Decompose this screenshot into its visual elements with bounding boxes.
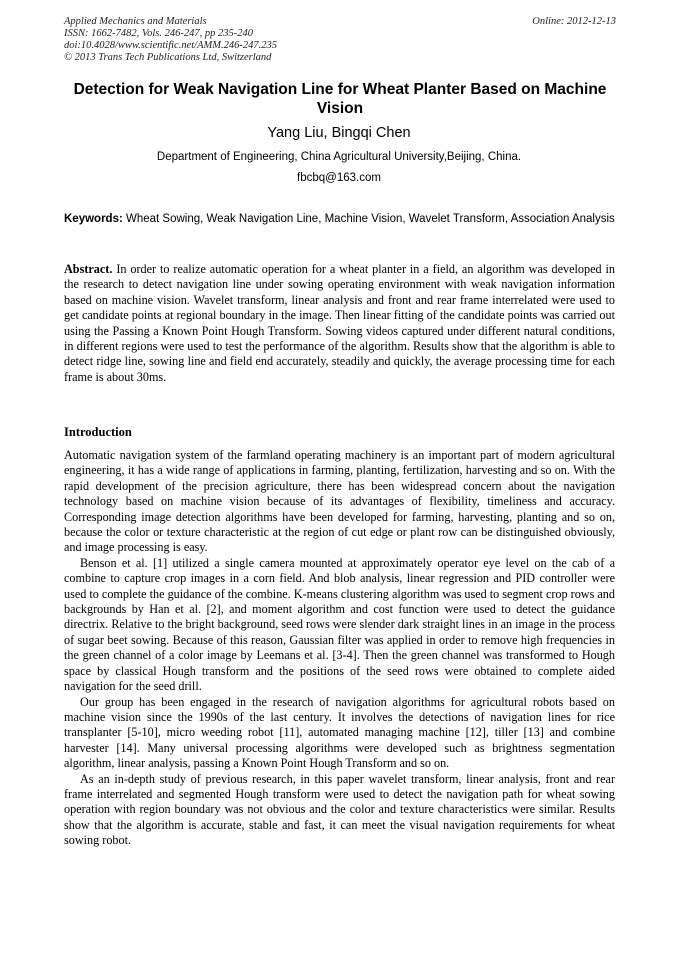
introduction-heading: Introduction [64,425,132,439]
abstract-label: Abstract. [64,262,113,276]
doi-line: doi:10.4028/www.scientific.net/AMM.246-247.235 [64,40,277,51]
copyright-line: © 2013 Trans Tech Publications Ltd, Switzerland [64,52,272,63]
journal-name: Applied Mechanics and Materials [64,16,207,27]
intro-paragraph: Benson et al. [1] utilized a single camera mounted at approximately operator eye level on the cab of a combine to capture crop images in a corn field. And blob analysis, linear regression and PID controller were used to complete the guidance of the combine. K-means clustering algorithm was used to segment crop rows and backgrounds by Han et al. [2], and moment algorithm and cost function were used to detect the guidance directrix. Relative to the bright background, seed rows were slender dark straight lines in an image in the process of sugar beet sowing. Because of this reason, Gaussian filter was applied in order to remove high frequencies in the green channel of a color image by Leemans et al. [3-4]. Then the green channel was transformed to Hough space by classical Hough transform and the positions of the seed rows were obtained to complete aided navigation for the seed drill. [64,555,615,694]
paper-title: Detection for Weak Navigation Line for Wheat Planter Based on Machine Vision [73,81,607,117]
keywords-text: Wheat Sowing, Weak Navigation Line, Machine Vision, Wavelet Transform, Association Analysis [126,213,615,225]
journal-header [64,16,616,64]
abstract-block [64,262,615,385]
author-email: fbcbq@163.com [297,172,381,184]
introduction-body [64,448,615,849]
keywords-label: Keywords: [64,213,123,225]
issn-line: ISSN: 1662-7482, Vols. 246-247, pp 235-240 [64,28,253,39]
intro-paragraph: As an in-depth study of previous research, in this paper wavelet transform, linear analysis, front and rear frame interrelated and segmented Hough transform were used to detect the navigation path for wheat sowing operation with region boundary was not obvious and the color and texture characteristics were similar. Results show that the algorithm is accurate, stable and fast, it can meet the visual navigation requirements for wheat sowing robot. [64,771,615,848]
online-date: Online: 2012-12-13 [532,16,616,27]
intro-paragraph: Automatic navigation system of the farmland operating machinery is an important part of modern agricultural engineering, it has a wide range of applications in farming, planting, fertilization, harvesting and so on. With the rapid development of the precision agriculture, there has been widespread concern about the navigation technology based on machine vision because of its advantages of flexibility, timeliness and accuracy. Corresponding image detection algorithms have been developed for farming, harvesting, planting and so on, because the color or texture characteristic at the region of cut edge or plant row can be distinguished obviously, and image processing is easy. [64,448,615,555]
affiliation: Department of Engineering, China Agricultural University,Beijing, China. [156,151,522,163]
intro-paragraph: Our group has been engaged in the research of navigation algorithms for agricultural robots based on machine vision since the 1990s of the last century. It involves the detections of navigation lines for rice transplanter [5-10], micro weeding robot [11], automated managing machine [12], tiller [13] and combine harvester [14]. Many universal processing algorithms were developed such as brightness segmentation algorithm, linear analysis, passing a Known Point Hough Transform and so on. [64,694,615,771]
keywords-block [64,211,615,227]
author-list: Yang Liu, Bingqi Chen [267,125,411,141]
abstract-text: In order to realize automatic operation for a wheat planter in a field, an algorithm was developed in the research to detect navigation line under sowing operating environment with weak navigation information based on machine vision. Wavelet transform, linear analysis and front and rear frame interrelated were used to get candidate points at regional boundary in the image. Then linear fitting of the candidate points was carried out using the Passing a Known Point Hough Transform. Sowing videos captured under different natural conditions, in different regions were used to test the performance of the algorithm. Results show that the algorithm is able to detect ridge line, sowing line and field end accurately, steadily and quickly, the average processing time for each frame is about 30ms. [64,262,615,384]
